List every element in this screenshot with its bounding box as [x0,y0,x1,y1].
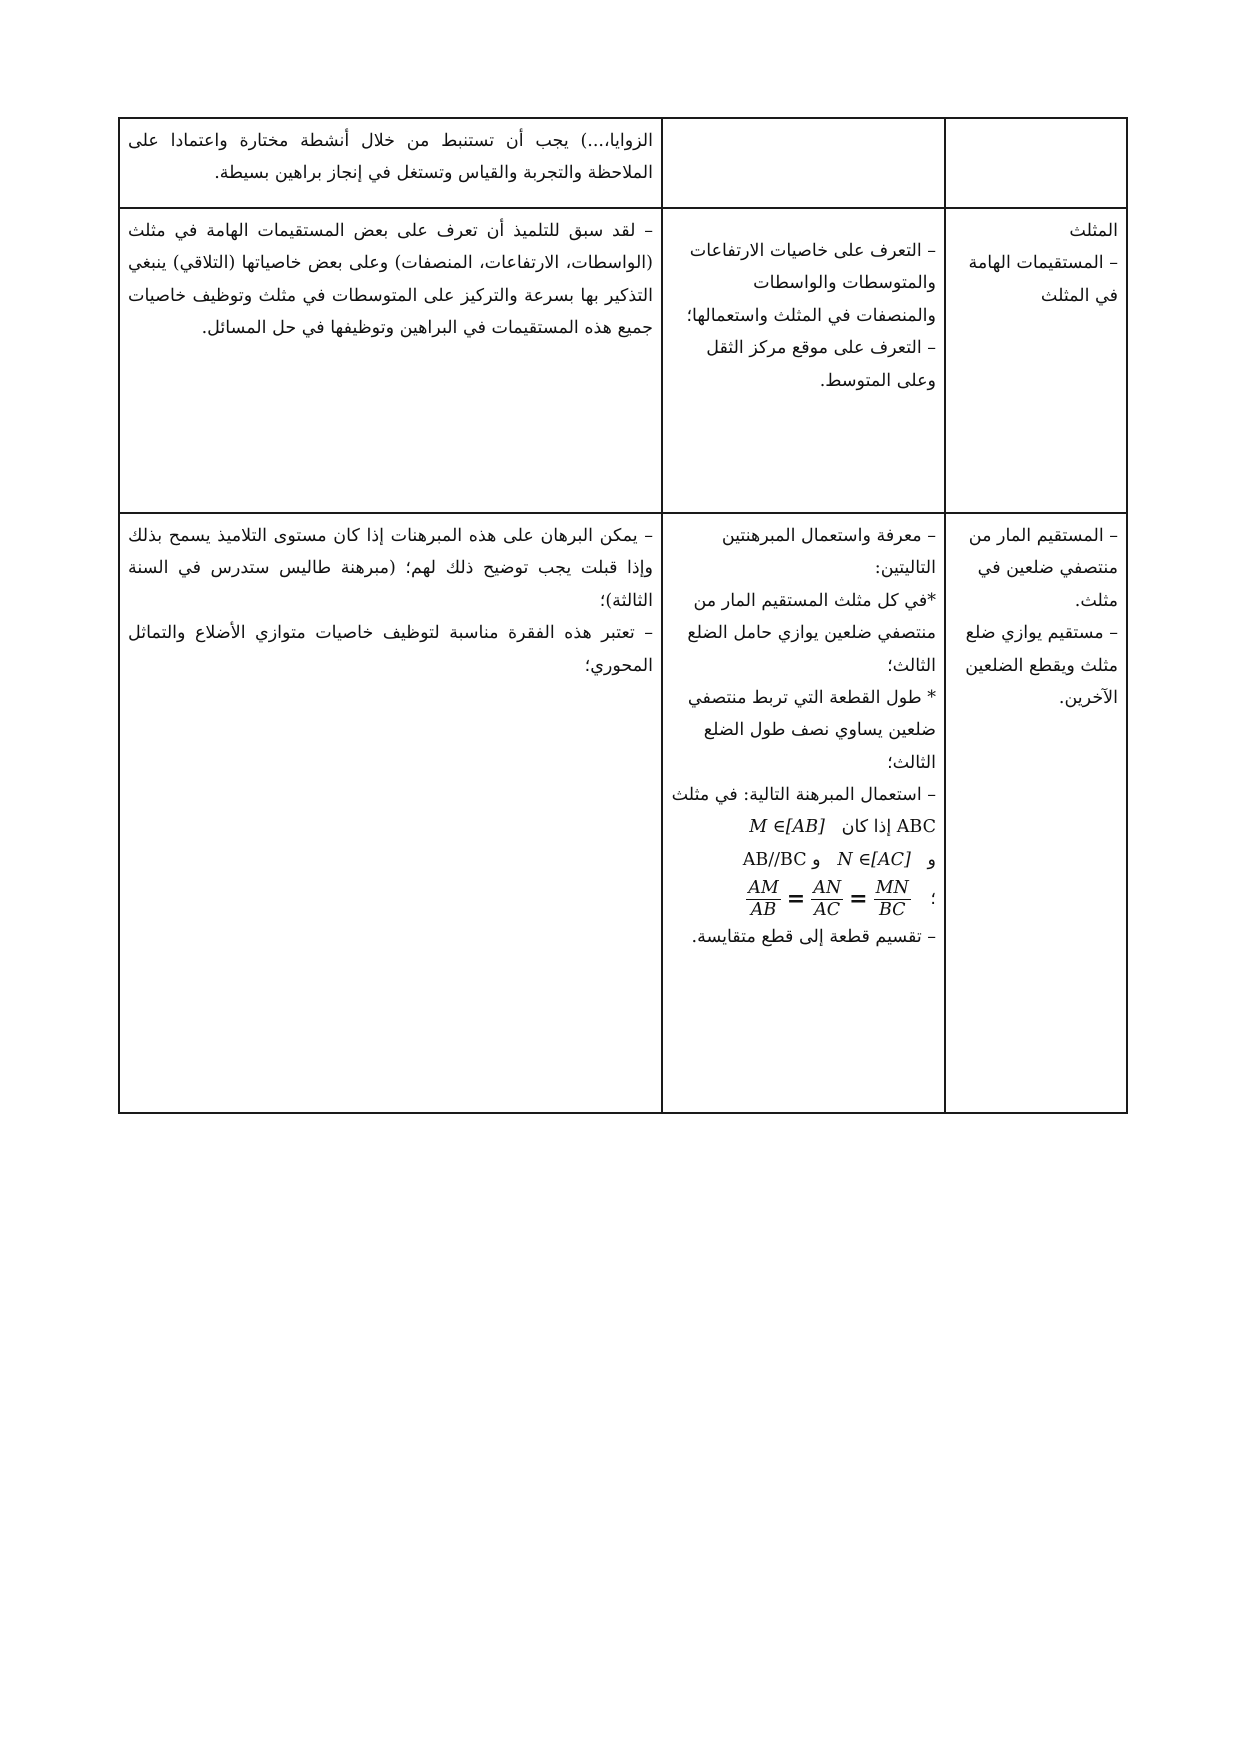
goal-item: – التعرف على خاصيات الارتفاعات والمتوسطات والواسطات والمنصفات في المثلث واستعمالها؛ [686,241,936,326]
goals-cell [662,118,945,208]
table-row [119,208,1127,513]
notes-cell [119,513,662,1113]
goals-cell [662,513,945,1113]
theorem-condition-line [671,811,936,843]
goal-item: – استعمال المبرهنة التالية: في مثلث [671,785,936,805]
fraction-denominator: AB [750,900,777,921]
content-cell [945,513,1127,1113]
notes-text: الزوايا،...) يجب أن تستنبط من خلال أنشطة مختارة واعتمادا على الملاحظة والتجربة والقياس وتستغل في إنجاز براهين بسيطة. [128,131,653,184]
equals-sign: = [786,886,806,913]
fraction-numerator: AM [748,878,779,899]
content-item: – المستقيم المار من منتصفي ضلعين في مثلث. [968,526,1118,611]
m-in-ab: M ∈[AB] [749,817,825,838]
semicolon: ؛ [930,889,936,910]
fraction-numerator: MN [875,878,909,899]
fraction-denominator: BC [878,900,906,921]
goal-item: – التعرف على موقع مركز الثقل وعلى المتوسط. [706,338,936,391]
triangle-abc: ABC [896,817,936,838]
table-row [119,513,1127,1113]
if-word: إذا كان [841,817,892,838]
table-row [119,118,1127,208]
notes-text: – تعتبر هذه الفقرة مناسبة لتوظيف خاصيات متوازي الأضلاع والتماثل المحوري؛ [128,623,653,676]
goal-item: – معرفة واستعمال المبرهنتين التاليتين: [721,526,936,579]
notes-cell [119,208,662,513]
fraction-denominator: AC [814,900,841,921]
and-word: و [927,849,936,870]
equals-sign: = [849,886,868,913]
n-in-ac: N ∈[AC] [837,849,911,870]
and-word: و [812,849,821,870]
fraction-numerator: AN [813,878,842,899]
theorem-midpoint-parallel: *في كل مثلث المستقيم المار من منتصفي ضلعين يوازي حامل الضلع الثالث؛ [687,590,936,676]
content-item: – المستقيمات الهامة في المثلث [968,253,1118,306]
fraction [746,878,781,921]
fraction [811,878,843,921]
notes-text: – لقد سبق للتلميذ أن تعرف على بعض المستقيمات الهامة في مثلث (الواسطات، الارتفاعات، المنصفات) وعلى بعض خاصياتها (التلاقي) ينبغي التذكير بها بسرعة والتركيز على المتوسطات في مثلث وتوظيف خاصيات جميع هذه المستقيمات في البراهين وتوظيفها في حل المسائل. [128,221,653,339]
theorem-midpoint-length: * طول القطعة التي تربط منتصفي ضلعين يساوي نصف طول الضلع الثالث؛ [687,687,936,773]
theorem-condition-line [671,844,936,876]
content-cell [945,118,1127,208]
content-item: – مستقيم يوازي ضلع مثلث ويقطع الضلعين الآخرين. [965,623,1118,708]
goals-cell [662,208,945,513]
parallel-condition: AB//BC [742,849,807,870]
curriculum-table [118,117,1128,1114]
notes-text: – يمكن البرهان على هذه المبرهنات إذا كان مستوى التلاميذ يسمح بذلك وإذا قبلت يجب توضيح ذلك لهم؛ (مبرهنة طاليس ستدرس في السنة الثالثة)؛ [128,526,653,611]
goal-item: – تقسيم قطعة إلى قطع متقايسة. [691,927,936,948]
ratio-equation [671,878,936,921]
fraction [874,878,911,921]
content-title: المثلث [1069,221,1118,241]
notes-cell [119,118,662,208]
content-cell [945,208,1127,513]
